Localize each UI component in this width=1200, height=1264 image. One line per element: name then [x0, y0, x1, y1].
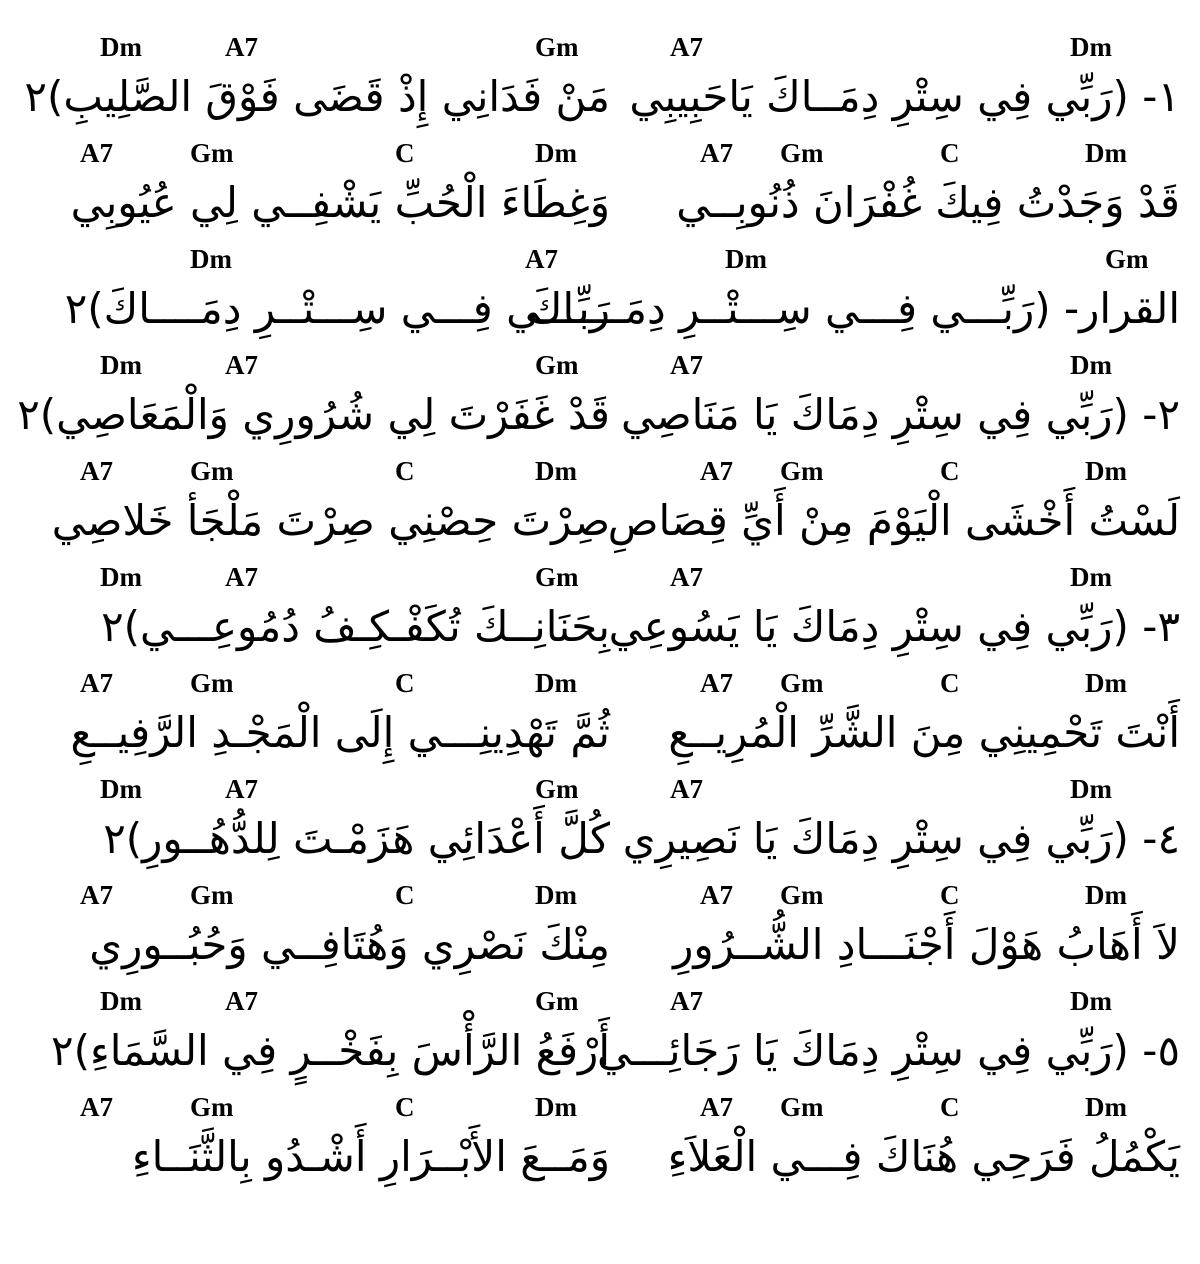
chord-label: A7 — [225, 774, 258, 804]
song-line — [50, 138, 610, 244]
chord-row — [50, 32, 610, 70]
right-column — [527, 32, 1190, 1198]
song-line — [630, 668, 1190, 774]
chord-row — [50, 774, 610, 812]
chord-label: Gm — [1105, 244, 1149, 274]
chord-row — [50, 562, 610, 600]
chord-row — [50, 244, 610, 282]
lyric-line: أَرْفَعُ الرَّأْسَ بِفَخْــرٍ فِي السَّمَاءِ)٢ — [51, 1026, 610, 1075]
chord-label: Dm — [100, 774, 142, 804]
song-line — [622, 774, 1190, 880]
lyric-line: مِنْكَ نَصْرِي وَهُتَافِــي وَحُبُــورِي — [89, 920, 610, 969]
song-line — [608, 562, 1190, 668]
lyric-line: مَنْ فَدَانِي إِذْ قَضَى فَوْقَ الصَّلِيبِ)٢ — [24, 72, 610, 121]
song-line — [607, 456, 1190, 562]
chord-label: Gm — [535, 986, 579, 1016]
lyric-line: كُلَّ أَعْدَائِي هَزَمْـتَ لِلدُّهُــورِ)٢ — [103, 814, 610, 863]
chord-label: Dm — [190, 244, 232, 274]
chord-row — [630, 456, 1190, 494]
chord-label: C — [940, 1092, 960, 1122]
chord-row — [630, 244, 1190, 282]
song-line — [24, 32, 610, 138]
lyric-line: القرار- (رَبِّـــي فِـــي سِـــتْــرِ دِمَــــاكَ — [527, 284, 1180, 333]
chord-label: Dm — [100, 350, 142, 380]
chord-label: Dm — [1070, 774, 1112, 804]
lyric-line: صِرْتَ حِصْنِي صِرْتَ مَلْجَأ خَلاصِي — [51, 496, 610, 545]
lyric-line: وَغِطَاءَ الْحُبِّ يَشْفِــي لِي عُيُوبِي — [70, 178, 610, 227]
chord-label: A7 — [80, 1092, 113, 1122]
chord-label: A7 — [700, 1092, 733, 1122]
song-line — [50, 668, 610, 774]
chord-label: A7 — [225, 562, 258, 592]
chord-label: A7 — [80, 138, 113, 168]
chord-label: A7 — [670, 350, 703, 380]
chord-row — [630, 138, 1190, 176]
song-line — [50, 1092, 610, 1198]
chord-row — [50, 1092, 610, 1130]
chord-label: A7 — [225, 986, 258, 1016]
chord-label: Gm — [535, 350, 579, 380]
chord-label: Dm — [1070, 986, 1112, 1016]
lyric-line: بِحَنَانِــكَ تُكَفْـكِـفُ دُمُوعِـــي)٢ — [101, 602, 610, 651]
chord-row — [630, 774, 1190, 812]
lyric-line: قَدْ وَجَدْتُ فِيكَ غُفْرَانَ ذُنُوبِــي — [676, 178, 1180, 227]
song-line — [50, 986, 610, 1092]
chord-label: Dm — [100, 562, 142, 592]
chord-label: Gm — [780, 1092, 824, 1122]
chord-label: Dm — [1070, 32, 1112, 62]
chord-label: Dm — [1085, 880, 1127, 910]
chord-label: Dm — [535, 456, 577, 486]
chord-row — [630, 562, 1190, 600]
chord-label: Gm — [190, 668, 234, 698]
chord-label: C — [940, 880, 960, 910]
chord-label: Gm — [780, 138, 824, 168]
lyric-line: أَنْتَ تَحْمِينِي مِنَ الشَّرِّ الْمُرِيــعِ — [668, 708, 1180, 757]
chord-row — [50, 668, 610, 706]
lyric-line: لاَ أَهَابُ هَوْلَ أَجْنَـــادِ الشُّــرُورِ — [673, 920, 1180, 969]
chord-label: A7 — [80, 456, 113, 486]
song-line — [630, 1092, 1190, 1198]
chord-label: A7 — [700, 668, 733, 698]
song-line — [50, 456, 610, 562]
chord-row — [50, 880, 610, 918]
chord-label: C — [395, 456, 415, 486]
chord-label: Dm — [1085, 1092, 1127, 1122]
lyric-line: وَمَــعَ الأَبْــرَارِ أَشْـدُو بِالثَّنَــاءِ — [131, 1132, 610, 1181]
lyric-line: رَبِّـــي فِـــي سِـــتْــرِ دِمَــــاكَ)٢ — [64, 284, 610, 333]
lyric-line: يَكْمُلُ فَرَحِي هُنَاكَ فِـــي الْعَلاَءِ — [667, 1132, 1180, 1181]
chord-label: A7 — [670, 562, 703, 592]
chord-label: Gm — [780, 456, 824, 486]
chord-label: A7 — [525, 244, 558, 274]
chord-label: Dm — [535, 1092, 577, 1122]
lyric-line: قَدْ غَفَرْتَ لِي شُرُورِي وَالْمَعَاصِي)٢ — [17, 390, 610, 439]
lyric-line: ٣- (رَبِّي فِي سِتْرِ دِمَاكَ يَا يَسُوعِي — [608, 602, 1180, 651]
lyric-line: ٤- (رَبِّي فِي سِتْرِ دِمَاكَ يَا نَصِيرِي — [622, 814, 1180, 863]
chord-row — [630, 880, 1190, 918]
chord-label: C — [940, 456, 960, 486]
chord-row — [630, 32, 1190, 70]
lyric-line: ٥- (رَبِّي فِي سِتْرِ دِمَاكَ يَا رَجَائِـــي — [596, 1026, 1180, 1075]
chord-label: A7 — [670, 32, 703, 62]
left-column — [17, 32, 610, 1198]
chord-label: Dm — [1085, 668, 1127, 698]
chord-row — [50, 456, 610, 494]
chord-row — [630, 986, 1190, 1024]
chord-label: A7 — [80, 668, 113, 698]
chord-label: Dm — [100, 986, 142, 1016]
chord-label: A7 — [225, 32, 258, 62]
chord-label: A7 — [80, 880, 113, 910]
lyric-line: لَسْتُ أَخْشَى الْيَوْمَ مِنْ أَيِّ قِصَاصِ — [607, 496, 1180, 545]
chord-label: A7 — [700, 138, 733, 168]
chord-row — [50, 138, 610, 176]
chord-label: C — [395, 880, 415, 910]
lyric-line: ١- (رَبِّي فِي سِتْرِ دِمَــاكَ يَاحَبِيبِي — [629, 72, 1180, 121]
chord-label: Dm — [535, 880, 577, 910]
chord-label: A7 — [670, 774, 703, 804]
chord-label: Gm — [190, 880, 234, 910]
song-line — [17, 350, 610, 456]
chord-label: C — [940, 138, 960, 168]
song-line — [50, 774, 610, 880]
chord-label: Dm — [725, 244, 767, 274]
song-line — [630, 880, 1190, 986]
chord-label: Dm — [1070, 350, 1112, 380]
song-line — [596, 986, 1190, 1092]
chord-label: C — [395, 1092, 415, 1122]
song-line — [630, 32, 1190, 138]
lyric-line: ثُمَّ تَهْدِينِـــي إِلَى الْمَجْـدِ الرَّفِيــعِ — [70, 708, 610, 757]
chord-label: Dm — [535, 138, 577, 168]
chord-label: Dm — [1085, 138, 1127, 168]
chord-label: Dm — [535, 668, 577, 698]
chord-label: A7 — [700, 880, 733, 910]
chord-label: Gm — [780, 880, 824, 910]
chord-label: Gm — [535, 32, 579, 62]
chord-row — [630, 1092, 1190, 1130]
chord-label: Gm — [190, 1092, 234, 1122]
song-line — [50, 244, 610, 350]
chord-label: Gm — [190, 138, 234, 168]
chord-label: Gm — [535, 774, 579, 804]
chord-label: Gm — [780, 668, 824, 698]
chord-label: C — [395, 138, 415, 168]
chord-row — [50, 986, 610, 1024]
chord-label: Gm — [190, 456, 234, 486]
chord-label: C — [395, 668, 415, 698]
chord-row — [630, 668, 1190, 706]
chord-label: A7 — [700, 456, 733, 486]
song-line — [620, 350, 1190, 456]
song-line — [50, 880, 610, 986]
chord-label: Dm — [1085, 456, 1127, 486]
chord-row — [630, 350, 1190, 388]
chord-label: A7 — [670, 986, 703, 1016]
chord-label: Dm — [1070, 562, 1112, 592]
song-line — [630, 138, 1190, 244]
chord-label: Dm — [100, 32, 142, 62]
chord-label: A7 — [225, 350, 258, 380]
chord-label: Gm — [535, 562, 579, 592]
chord-label: C — [940, 668, 960, 698]
lyric-line: ٢- (رَبِّي فِي سِتْرِ دِمَاكَ يَا مَنَاصِي — [620, 390, 1180, 439]
song-line — [50, 562, 610, 668]
chord-row — [50, 350, 610, 388]
